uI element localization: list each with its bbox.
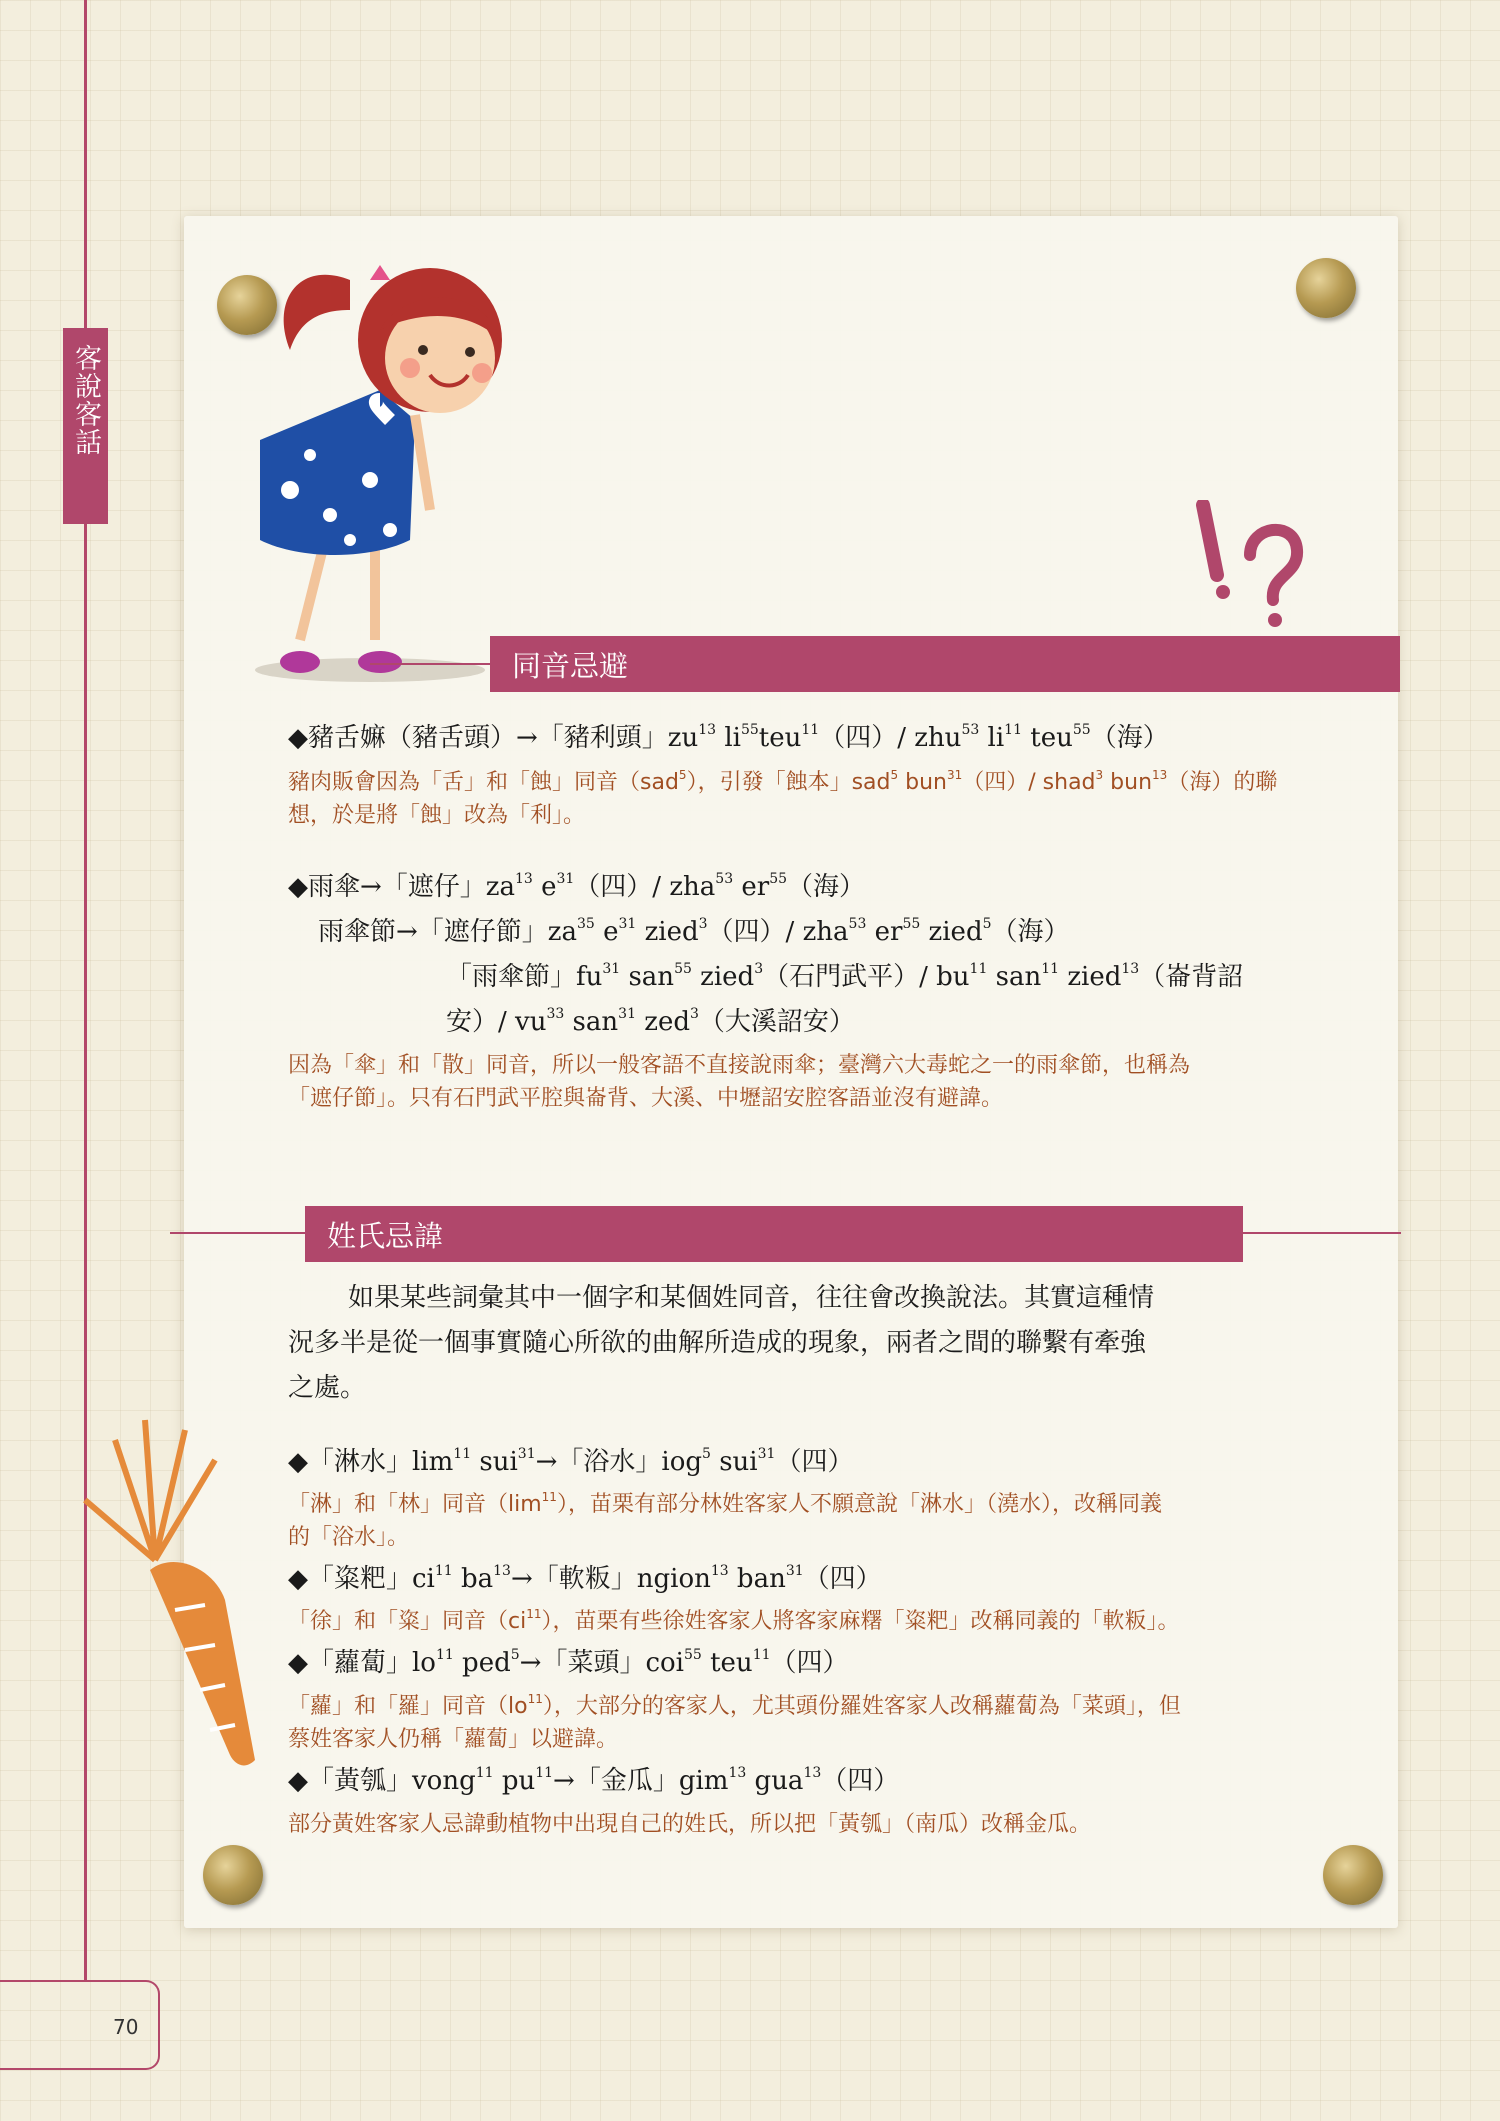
section2-line-left	[170, 1232, 305, 1234]
note-radish: 「蘿」和「羅」同音$(lo^{11})$，大部分的客家人，尤其頭份羅姓客家人改稱蘿蔔為「菜頭」，但 蔡姓客家人仍稱「蘿蔔」以避諱。	[288, 1692, 1181, 1752]
pin-top-right	[1296, 258, 1356, 318]
item-radish: ◆「蘿蔔」$lo^{11}$ ped$^5$→「菜頭」coi$^{55}$ teu$^{11}$（四）	[288, 1647, 849, 1678]
note-pork-tongue: 豬肉販會因為「舌」和「蝕」同音（sad$^5$），引發「蝕本」sad$^5$ bun$^{31}$（四）/ shad$^3$ bun$^{13}$（海）的聯想，於是將「蝕」改為「利」。	[288, 768, 1278, 828]
carrot-illustration	[55, 1410, 265, 1780]
pin-bottom-right	[1323, 1845, 1383, 1905]
page-number: 70	[113, 2015, 139, 2039]
entry-pork-tongue: ◆豬舌嫲（豬舌頭）→「豬利頭」$zu^{13}$ $li^{55}teu^{11}$（四）/ zhu$^{53}$ $li^{11}$ teu$^{55}$（海）	[288, 722, 1169, 753]
entry-umbrella: ◆雨傘→「遮仔」$za^{13}$ $e^{31}$（四）/ zha$^{53}$ $er^{55}$（海）	[288, 871, 866, 902]
note-mochi: 「徐」和「粢」同音$(ci^{11})$，苗栗有些徐姓客家人將客家麻糬「粢粑」改稱同義的「軟粄」。	[288, 1607, 1180, 1634]
item-pumpkin: ◆「黃瓠」vong$^{11}$ $pu^{11}\to$「金瓜」gim$^{13}$ gua$^{13}$（四）	[288, 1765, 900, 1796]
pin-bottom-left	[203, 1845, 263, 1905]
entry-umbrella-snake-variants: 「雨傘節」$fu^{31}$ san$^{55}$ zied$^3$（石門武平）/ $bu^{11}$ san$^{11}$ zied$^{13}$（崙背詔	[446, 961, 1244, 992]
girl-illustration	[230, 240, 570, 690]
note-watering: 「淋」和「林」同音$(\lim^{11})$，苗栗有部分林姓客家人不願意說「淋水」（澆水），改稱同義 的「浴水」。	[288, 1490, 1162, 1550]
section1-line	[370, 663, 490, 665]
section2-title: 姓氏忌諱	[305, 1206, 1243, 1262]
entry-umbrella-snake: 雨傘節→「遮仔節」$za^{35}$ $e^{31}$ zied$^3$（四）/ zha$^{53}$ $er^{55}$ zied$^5$（海）	[318, 916, 1070, 947]
note-pumpkin: 部分黃姓客家人忌諱動植物中出現自己的姓氏，所以把「黃瓠」（南瓜）改稱金瓜。	[288, 1812, 1092, 1837]
section2-line-right	[1243, 1232, 1401, 1234]
section2-intro: 如果某些詞彙其中一個字和某個姓同音，往往會改換說法。其實這種情 況多半是從一個事實隨心所欲的曲解所造成的現象，兩者之間的聯繫有牽強 之處。	[288, 1283, 1155, 1403]
item-watering: ◆「淋水」$\lim^{11} sui^{31}\to$「浴水」iog$^5$ sui$^{31}$（四）	[288, 1446, 854, 1477]
section1-title: 同音忌避	[490, 636, 1400, 692]
item-mochi: ◆「粢粑」$ci^{11}$ $ba^{13}\to$「軟粄」ngion$^{13}$ ban$^{31}$（四）	[288, 1563, 882, 1594]
exclamation-question-icon	[1195, 500, 1315, 630]
entry-umbrella-snake-daxi: 安）/ $vu^{33}$ san$^{31}$ zed$^3$（大溪詔安）	[446, 1006, 855, 1037]
chapter-tab: 客說客話	[63, 328, 108, 524]
note-umbrella: 因為「傘」和「散」同音，所以一般客語不直接說雨傘；臺灣六大毒蛇之一的雨傘節，也稱為 「遮仔節」。只有石門武平腔與崙背、大溪、中壢詔安腔客語並沒有避諱。	[288, 1053, 1191, 1111]
